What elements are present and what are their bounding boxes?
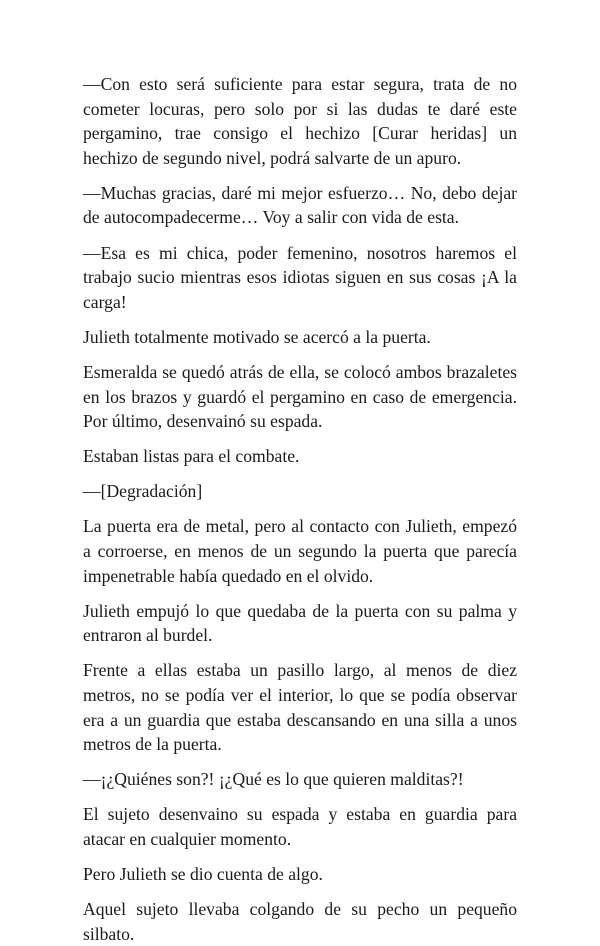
paragraph: Julieth empujó lo que quedaba de la puerta con su palma y entraron al burdel.: [83, 600, 517, 646]
paragraph: La puerta era de metal, pero al contacto con Julieth, empezó a corroerse, en menos de un segundo la puerta que parecía impenetrable había quedado en el olvido.: [83, 516, 517, 586]
paragraph: —¡¿Quiénes son?! ¡¿Qué es lo que quieren malditas?!: [83, 769, 464, 790]
paragraph: El sujeto desenvaino su espada y estaba en guardia para atacar en cualquier momento.: [83, 804, 517, 849]
paragraph: —Con esto será suficiente para estar segura, trata de no cometer locuras, pero solo por si las dudas te daré este pergamino, trae consigo el hechizo [Curar heridas] un hechizo de segundo nivel, podrá salvarte de un apuro.: [83, 74, 517, 168]
paragraph: —Esa es mi chica, poder femenino, nosotros haremos el trabajo sucio mientras esos idiotas siguen en sus cosas ¡A la carga!: [83, 242, 517, 312]
paragraph: —[Degradación]: [83, 481, 203, 502]
paragraph: —Muchas gracias, daré mi mejor esfuerzo… No, debo dejar de autocompadecerme… Voy a salir con vida de esta.: [83, 182, 517, 228]
paragraph: Estaban listas para el combate.: [83, 446, 300, 467]
paragraph: Frente a ellas estaba un pasillo largo, al menos de diez metros, no se podía ver el interior, lo que se podía observar era a un guardia que estaba descansando en una silla a unos metros de la puerta.: [83, 660, 517, 755]
paragraph: Pero Julieth se dio cuenta de algo.: [83, 864, 323, 885]
paragraph: Aquel sujeto llevaba colgando de su pecho un pequeño silbato.: [83, 899, 517, 944]
paragraph: Julieth totalmente motivado se acercó a la puerta.: [83, 326, 431, 347]
paragraph: Esmeralda se quedó atrás de ella, se colocó ambos brazaletes en los brazos y guardó el pergamino en caso de emergencia. Por último, desenvainó su espada.: [83, 361, 517, 432]
